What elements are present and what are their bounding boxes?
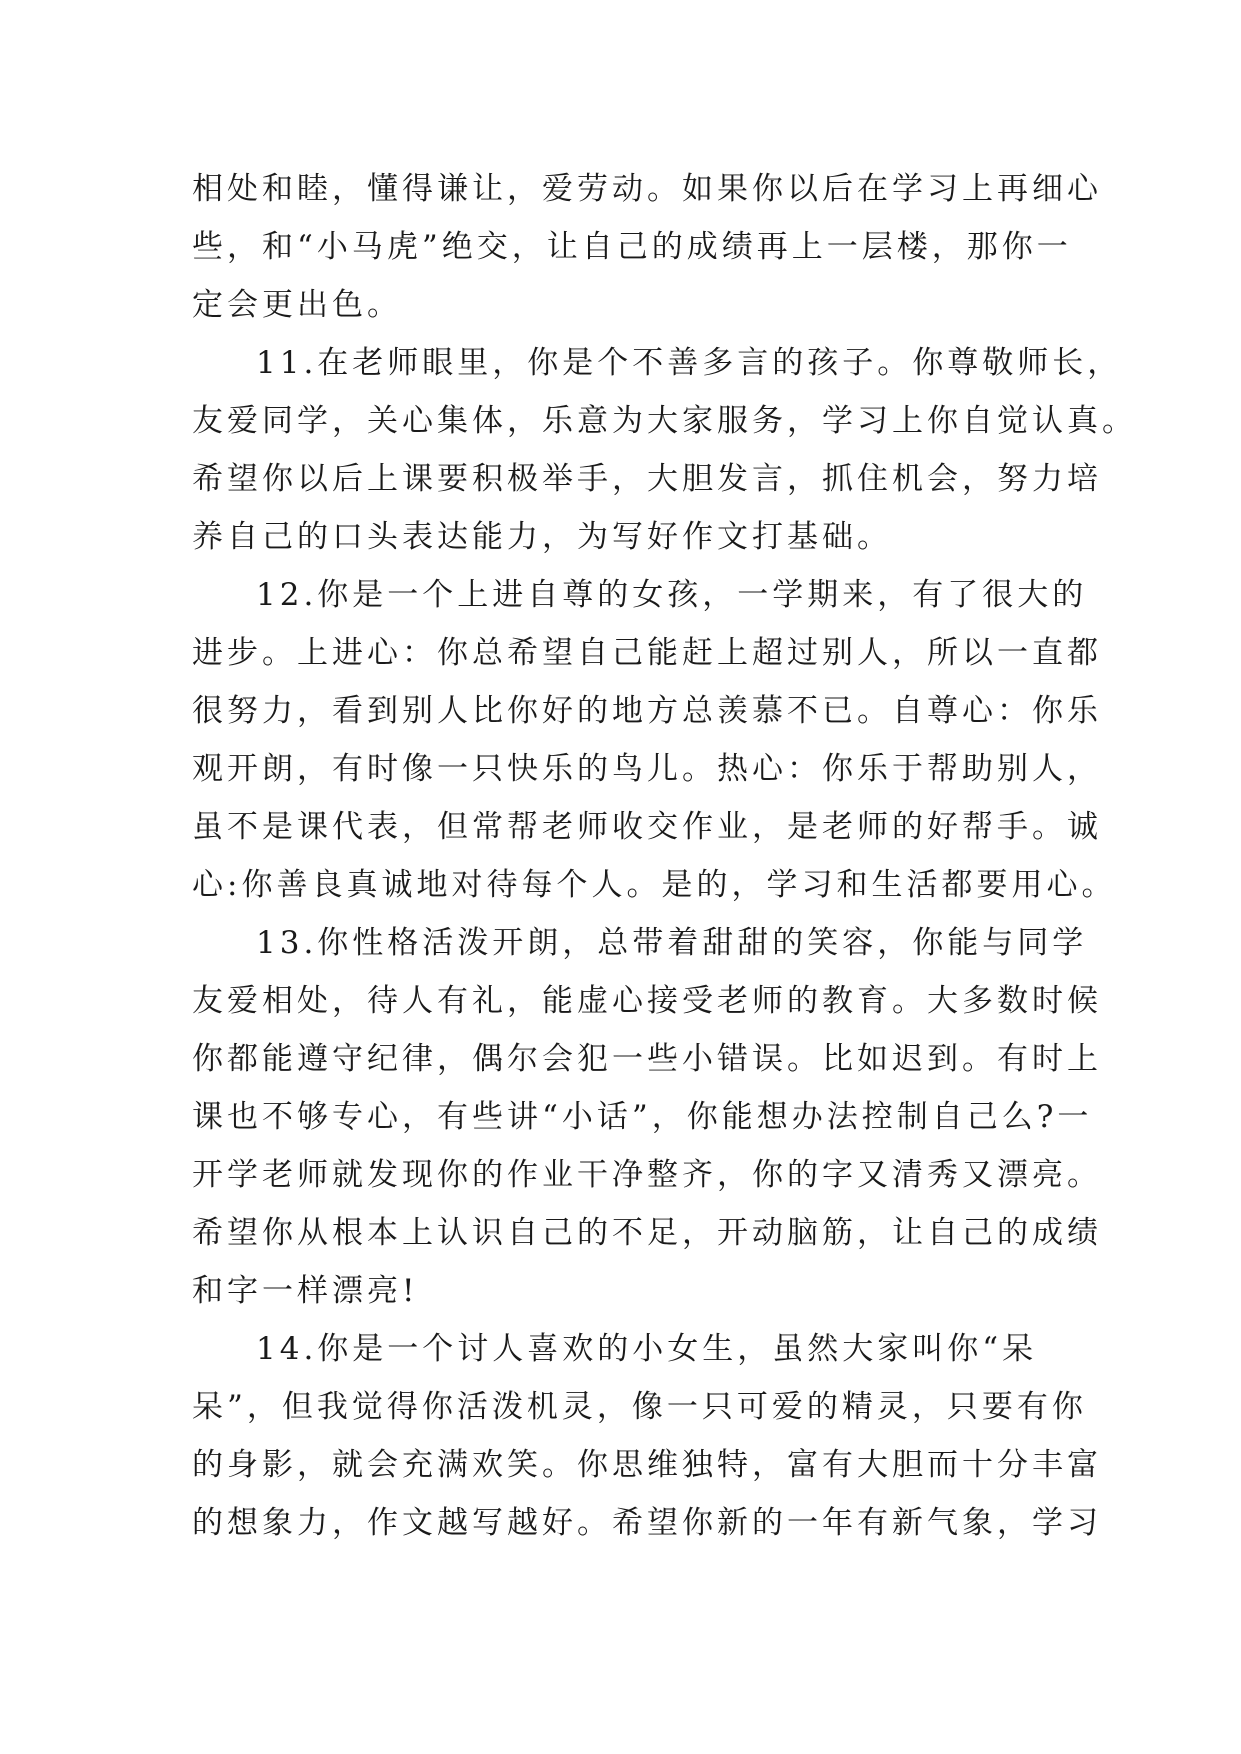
text-line: 养自己的口头表达能力，为写好作文打基础。 [192,519,892,555]
text-line: 虽不是课代表，但常帮老师收交作业，是老师的好帮手。诚 [192,809,1102,845]
paragraph-13-start: 13.你性格活泼开朗，总带着甜甜的笑容，你能与同学 [256,925,1088,961]
text-line: 课也不够专心，有些讲“小话”，你能想办法控制自己么?一 [192,1099,1093,1135]
paragraph-12-start: 12.你是一个上进自尊的女孩，一学期来，有了很大的 [256,577,1088,613]
text-line: 友爱相处，待人有礼，能虚心接受老师的教育。大多数时候 [192,983,1102,1019]
text-line: 些，和“小马虎”绝交，让自己的成绩再上一层楼，那你一 [192,229,1072,265]
text-line: 和字一样漂亮! [192,1273,419,1309]
text-line: 相处和睦，懂得谦让，爱劳动。如果你以后在学习上再细心 [192,171,1102,207]
text-line: 观开朗，有时像一只快乐的鸟儿。热心：你乐于帮助别人， [192,751,1102,787]
paragraph-11-start: 11.在老师眼里，你是个不善多言的孩子。你尊敬师长， [256,345,1123,381]
paragraph-14-start: 14.你是一个讨人喜欢的小女生，虽然大家叫你“呆 [256,1331,1038,1367]
text-line: 你都能遵守纪律，偶尔会犯一些小错误。比如迟到。有时上 [192,1041,1102,1077]
text-line: 呆”，但我觉得你活泼机灵，像一只可爱的精灵，只要有你 [192,1389,1087,1425]
text-line: 的身影，就会充满欢笑。你思维独特，富有大胆而十分丰富 [192,1447,1102,1483]
text-line: 友爱同学，关心集体，乐意为大家服务，学习上你自觉认真。 [192,403,1137,439]
text-line: 开学老师就发现你的作业干净整齐，你的字又清秀又漂亮。 [192,1157,1102,1193]
text-line: 心:你善良真诚地对待每个人。是的，学习和生活都要用心。 [192,867,1117,903]
text-line: 定会更出色。 [192,287,402,323]
text-line: 希望你以后上课要积极举手，大胆发言，抓住机会，努力培 [192,461,1102,497]
document-body [192,160,1137,1552]
text-line: 希望你从根本上认识自己的不足，开动脑筋，让自己的成绩 [192,1215,1102,1251]
text-line: 进步。上进心：你总希望自己能赶上超过别人，所以一直都 [192,635,1102,671]
text-line: 很努力，看到别人比你好的地方总羡慕不已。自尊心：你乐 [192,693,1102,729]
text-line: 的想象力，作文越写越好。希望你新的一年有新气象，学习 [192,1505,1102,1541]
